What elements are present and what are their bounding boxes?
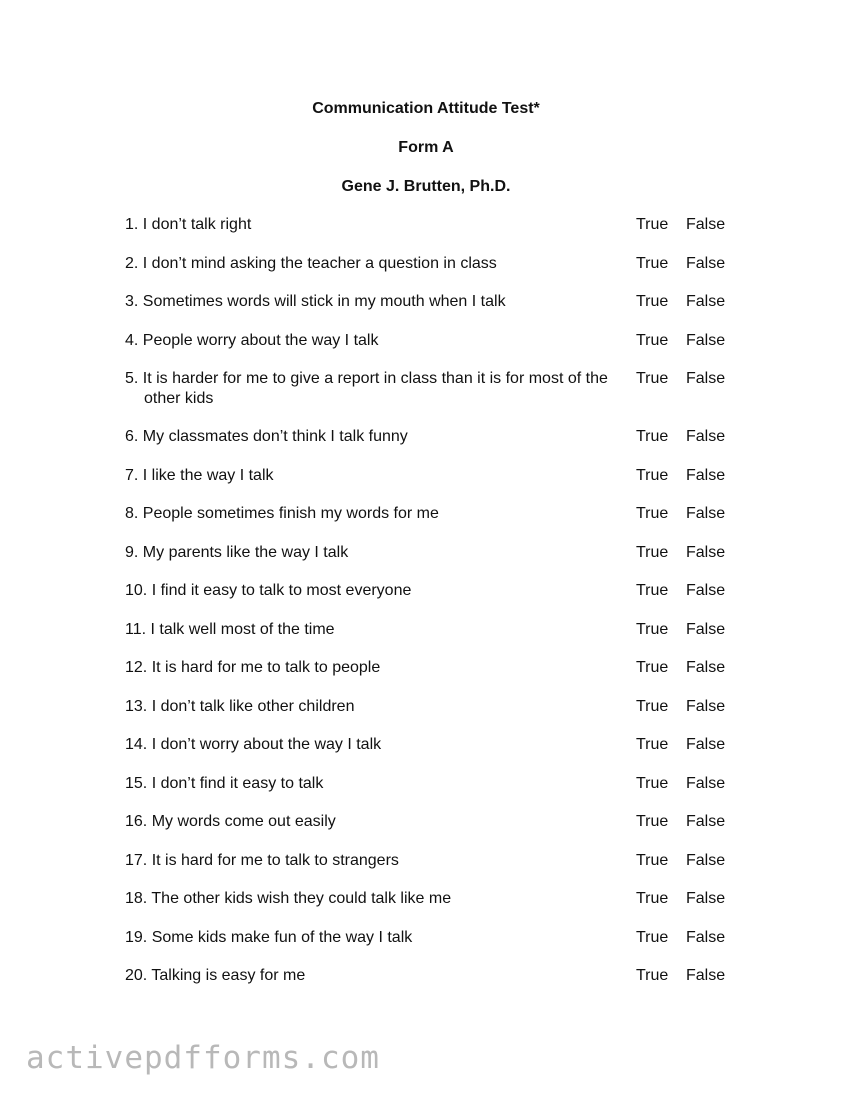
question-item xyxy=(0,581,852,620)
question-item xyxy=(0,215,852,254)
question-item xyxy=(0,889,852,928)
question-text: 14. I don’t worry about the way I talk xyxy=(125,736,382,753)
false-option[interactable]: False xyxy=(686,582,726,599)
false-option[interactable]: False xyxy=(686,620,726,638)
question-item xyxy=(0,543,852,582)
question-text: 10. I find it easy to talk to most everyone xyxy=(125,582,412,599)
true-option[interactable]: True xyxy=(636,293,669,310)
question-item xyxy=(0,774,852,813)
question-text: 1. I don’t talk right xyxy=(125,216,252,233)
true-option[interactable]: True xyxy=(636,216,669,233)
question-item xyxy=(0,292,852,331)
question-text: 18. The other kids wish they could talk like me xyxy=(125,890,452,907)
true-option[interactable]: True xyxy=(636,428,669,445)
false-option[interactable]: False xyxy=(686,697,726,715)
false-option[interactable]: False xyxy=(686,774,726,792)
question-text: 7. I like the way I talk xyxy=(125,466,274,484)
question-item xyxy=(0,427,852,466)
true-option[interactable]: True xyxy=(636,736,669,753)
false-option[interactable]: False xyxy=(686,254,726,272)
true-option[interactable]: True xyxy=(636,370,669,387)
false-option[interactable]: False xyxy=(686,331,726,349)
false-option[interactable]: False xyxy=(686,659,726,676)
question-text: 15. I don’t find it easy to talk xyxy=(125,774,324,792)
true-option[interactable]: True xyxy=(636,774,669,792)
false-option[interactable]: False xyxy=(686,851,726,869)
true-option[interactable]: True xyxy=(636,890,669,907)
form-label: Form A xyxy=(398,139,454,156)
true-option[interactable]: True xyxy=(636,967,669,984)
false-option[interactable]: False xyxy=(686,466,726,484)
false-option[interactable]: False xyxy=(686,813,726,830)
question-item xyxy=(0,928,852,967)
question-item xyxy=(0,620,852,659)
true-option[interactable]: True xyxy=(636,697,669,715)
true-option[interactable]: True xyxy=(636,813,669,830)
true-option[interactable]: True xyxy=(636,659,669,676)
false-option[interactable]: False xyxy=(686,293,726,310)
question-text: 2. I don’t mind asking the teacher a question in class xyxy=(125,254,497,272)
false-option[interactable]: False xyxy=(686,736,726,753)
question-item xyxy=(0,658,852,697)
watermark: activepdfforms.com xyxy=(26,1040,380,1076)
question-item xyxy=(0,504,852,543)
false-option[interactable]: False xyxy=(686,216,726,233)
question-item xyxy=(0,812,852,851)
true-option[interactable]: True xyxy=(636,851,669,869)
false-option[interactable]: False xyxy=(686,370,726,387)
question-text: 19. Some kids make fun of the way I talk xyxy=(125,928,413,946)
question-item xyxy=(0,331,852,370)
true-option[interactable]: True xyxy=(636,254,669,272)
true-option[interactable]: True xyxy=(636,505,669,522)
question-text: 4. People worry about the way I talk xyxy=(125,331,379,349)
question-item xyxy=(0,369,852,427)
false-option[interactable]: False xyxy=(686,928,726,946)
false-option[interactable]: False xyxy=(686,428,726,445)
question-text: 17. It is hard for me to talk to strangers xyxy=(125,851,399,869)
false-option[interactable]: False xyxy=(686,505,726,522)
question-item xyxy=(0,697,852,736)
question-item xyxy=(0,254,852,293)
question-text: 8. People sometimes finish my words for me xyxy=(125,505,439,522)
true-option[interactable]: True xyxy=(636,466,669,484)
true-option[interactable]: True xyxy=(636,543,669,561)
question-text: 12. It is hard for me to talk to people xyxy=(125,659,381,676)
question-item xyxy=(0,966,852,1005)
true-option[interactable]: True xyxy=(636,620,669,638)
true-option[interactable]: True xyxy=(636,928,669,946)
author-name: Gene J. Brutten, Ph.D. xyxy=(341,178,511,195)
question-text: 16. My words come out easily xyxy=(125,813,336,830)
question-text: 13. I don’t talk like other children xyxy=(125,697,355,715)
false-option[interactable]: False xyxy=(686,543,726,561)
question-item xyxy=(0,735,852,774)
false-option[interactable]: False xyxy=(686,890,726,907)
question-text: 11. I talk well most of the time xyxy=(125,620,335,638)
false-option[interactable]: False xyxy=(686,967,726,984)
document-title: Communication Attitude Test* xyxy=(312,100,540,117)
true-option[interactable]: True xyxy=(636,582,669,599)
question-text: 20. Talking is easy for me xyxy=(125,967,306,984)
question-list xyxy=(0,215,852,1005)
true-option[interactable]: True xyxy=(636,331,669,349)
question-item xyxy=(0,466,852,505)
question-item xyxy=(0,851,852,890)
question-text: 6. My classmates don’t think I talk funny xyxy=(125,428,408,445)
question-text: 9. My parents like the way I talk xyxy=(125,543,349,561)
question-text: 5. It is harder for me to give a report in class than it is for most of the other kids xyxy=(125,370,608,407)
question-text: 3. Sometimes words will stick in my mouth when I talk xyxy=(125,293,506,310)
